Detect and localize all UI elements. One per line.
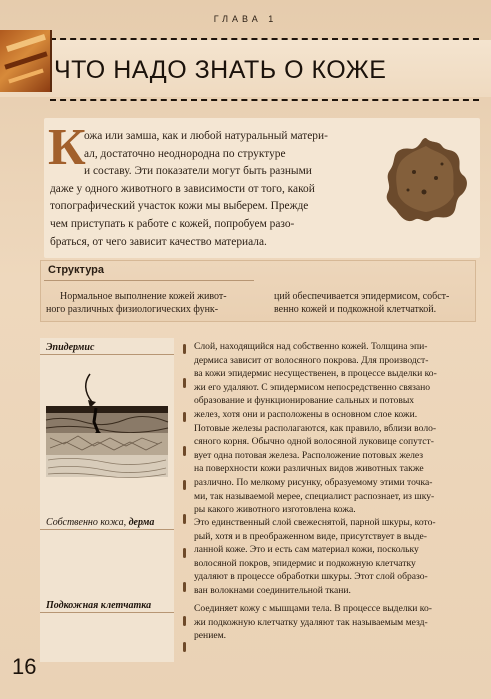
label-rule: [40, 529, 174, 530]
body-line: Слой, находящийся над собственно кожей. Толщина эпи-: [194, 341, 428, 352]
body-line: жи подкожную клетчатку удаляют так называемым мезд-: [194, 616, 428, 628]
dashed-rule-bottom: [50, 99, 479, 101]
dermis-description: [194, 516, 486, 598]
intro-line: чем приступать к работе с кожей, попробуем разо-: [50, 217, 295, 230]
body-line: волосяной покров, эпидермис и подкожную клетчатку: [194, 557, 416, 569]
page-number: 16: [12, 654, 37, 679]
chapter-header: ГЛАВА 1: [213, 14, 278, 24]
structure-line: ного различных физиологических функ-: [46, 304, 219, 315]
body-line: рый, хотя и в преображенном виде, присутствует в выде-: [194, 530, 427, 542]
body-line: желез, хотя они и расположены в основном слое кожи.: [194, 408, 418, 420]
animal-hide-image: [380, 134, 472, 226]
body-line: ва кожи эпидермис несущественен, в процессе выделки ко-: [194, 368, 437, 380]
body-line: ры какого животного изготовлена кожа.: [194, 504, 356, 516]
body-line: Потовые железы располагаются, как правило, вблизи воло-: [194, 422, 437, 434]
subcutaneous-description: [194, 602, 486, 643]
intro-line: ожа или замша, как и любой натуральный матери-: [84, 130, 328, 142]
structure-line: ций обеспечивается эпидермисом, собст-: [274, 291, 450, 302]
body-line: различно. По мелкому рисунку, образуемому этими точка-: [194, 476, 433, 488]
body-line: Это единственный слой свежеснятой, парной шкуры, кото-: [194, 517, 436, 528]
layer-label-subcutaneous: Подкожная клетчатка: [46, 600, 152, 611]
skin-cross-section-illustration: [44, 372, 170, 482]
decorative-pins: [180, 340, 190, 660]
body-line: рением.: [194, 630, 227, 642]
body-line: Соединяет кожу с мышцами тела. В процессе выделки ко-: [194, 603, 432, 614]
leather-corner-picture: [0, 30, 52, 92]
structure-text-right: [274, 290, 474, 316]
body-line: сяного корня. Обычно одной волосяной луковице сопутст-: [194, 436, 434, 448]
body-line: ми, так называемой мерее, специалист распознает, из шку-: [194, 490, 435, 502]
layer-label-epidermis: Эпидермис: [46, 342, 95, 353]
intro-line: даже у одного животного в зависимости от того, какой: [50, 182, 315, 195]
layer-label-dermis: Собственно кожа, дерма: [46, 517, 155, 528]
page-title: ЧТО НАДО ЗНАТЬ О КОЖЕ: [54, 56, 387, 84]
structure-rule: [44, 280, 254, 281]
body-line: вует одна потовая железа. Расположение потовых желез: [194, 449, 424, 461]
intro-paragraph: [48, 119, 340, 251]
dashed-rule-top: [50, 38, 479, 40]
structure-heading: Структура: [48, 264, 104, 276]
body-line: ван волокнами соединительной ткани.: [194, 584, 351, 596]
label-rule: [40, 612, 174, 613]
structure-text-left: [46, 290, 251, 316]
body-line: дермиса зависит от волосяного покрова. Для производст-: [194, 354, 429, 366]
structure-line: венно кожей и подкожной клетчаткой.: [274, 304, 437, 315]
drop-cap: К: [48, 119, 86, 176]
intro-line: браться, от чего зависит качество материала.: [50, 235, 267, 248]
body-line: удаляют в процессе обработки шкуры. Этот слой образо-: [194, 571, 428, 583]
body-line: жи его удаляют. С эпидермисом непосредственно связано: [194, 381, 431, 393]
body-line: образование и функционирование сальных и потовых: [194, 395, 415, 407]
body-line: на поверхности кожи различных видов животных также: [194, 463, 424, 475]
intro-line: топографический участок кожи мы выберем. Прежде: [50, 200, 309, 213]
epidermis-description: [194, 340, 486, 517]
structure-line: Нормальное выполнение кожей живот-: [60, 291, 227, 302]
body-line: ланной коже. Это и есть сам материал кожи, поскольку: [194, 544, 419, 556]
label-rule: [40, 354, 174, 355]
intro-line: ал, достаточно неоднородна по структуре: [84, 147, 286, 160]
intro-line: и составу. Эти показатели могут быть разными: [84, 165, 312, 178]
